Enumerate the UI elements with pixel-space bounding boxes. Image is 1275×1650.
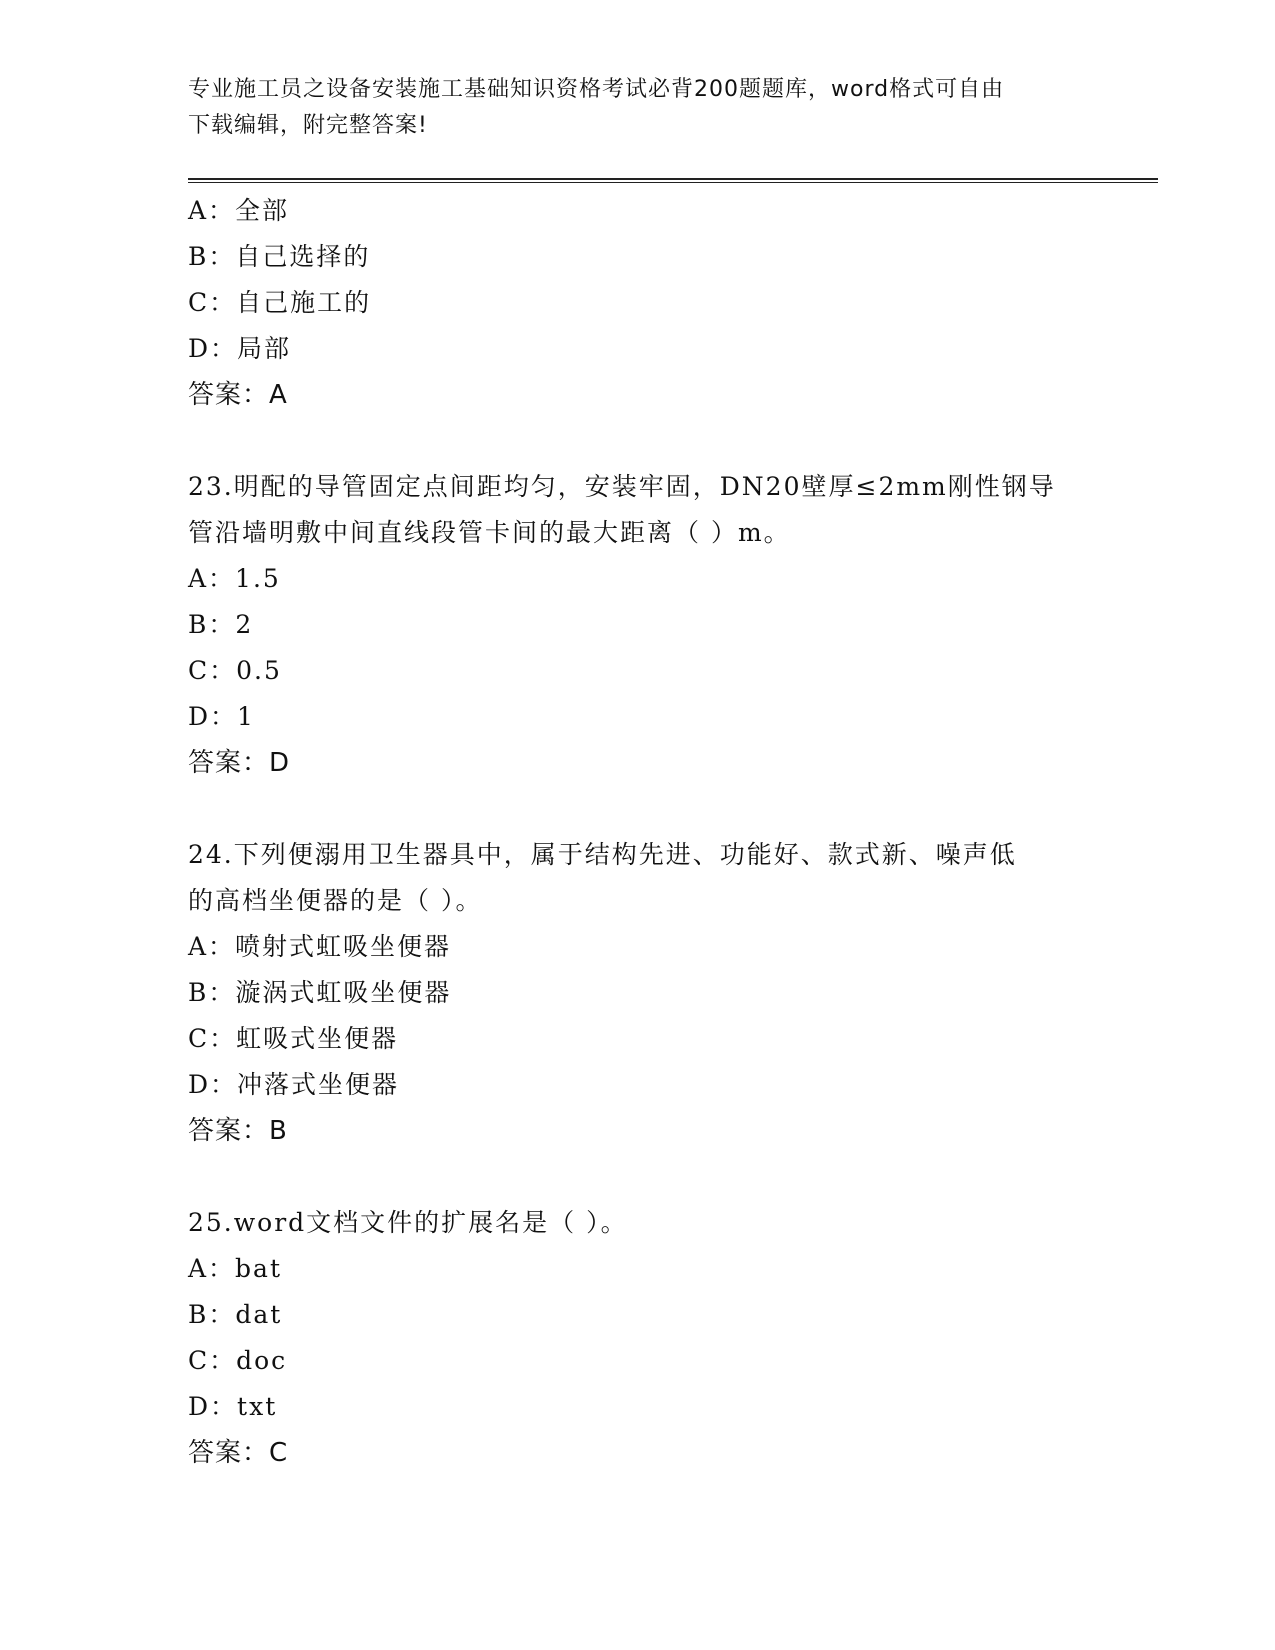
answer: 答案：B — [188, 1116, 288, 1146]
document-header — [188, 72, 1088, 144]
question-24 — [188, 832, 1088, 1154]
question-22 — [188, 188, 1088, 418]
option-b: B：dat — [188, 1300, 283, 1329]
answer: 答案：D — [188, 748, 291, 778]
header-line-1: 专业施工员之设备安装施工基础知识资格考试必背200题题库，word格式可自由 — [188, 77, 1005, 102]
option-a: A：1.5 — [188, 564, 281, 593]
header-line-2: 下载编辑，附完整答案! — [188, 113, 428, 138]
question-25 — [188, 1200, 1088, 1476]
option-a: A：bat — [188, 1254, 283, 1283]
option-a: A：全部 — [188, 196, 290, 225]
option-b: B：漩涡式虹吸坐便器 — [188, 978, 452, 1007]
answer: 答案：A — [188, 380, 288, 410]
option-b: B：2 — [188, 610, 254, 639]
option-d: D：冲落式坐便器 — [188, 1070, 400, 1099]
question-list — [188, 188, 1088, 1476]
question-stem-line-1: 25.word文档文件的扩展名是（ ）。 — [188, 1208, 628, 1237]
option-d: D：局部 — [188, 334, 292, 363]
option-c: C：自己施工的 — [188, 288, 372, 317]
question-stem-line-2: 管沿墙明敷中间直线段管卡间的最大距离（ ）m。 — [188, 518, 791, 547]
question-stem-line-1: 24.下列便溺用卫生器具中，属于结构先进、功能好、款式新、噪声低 — [188, 840, 1017, 869]
answer: 答案：C — [188, 1438, 289, 1468]
option-d: D：txt — [188, 1392, 278, 1421]
question-stem-line-2: 的高档坐便器的是（ ）。 — [188, 886, 483, 915]
option-c: C：0.5 — [188, 656, 282, 685]
option-c: C：虹吸式坐便器 — [188, 1024, 399, 1053]
question-stem-line-1: 23.明配的导管固定点间距均匀，安装牢固，DN20壁厚≤2mm刚性钢导 — [188, 472, 1056, 501]
option-b: B：自己选择的 — [188, 242, 371, 271]
question-23 — [188, 464, 1088, 786]
option-d: D：1 — [188, 702, 255, 731]
header-divider — [188, 178, 1158, 183]
option-c: C：doc — [188, 1346, 288, 1375]
option-a: A：喷射式虹吸坐便器 — [188, 932, 452, 961]
